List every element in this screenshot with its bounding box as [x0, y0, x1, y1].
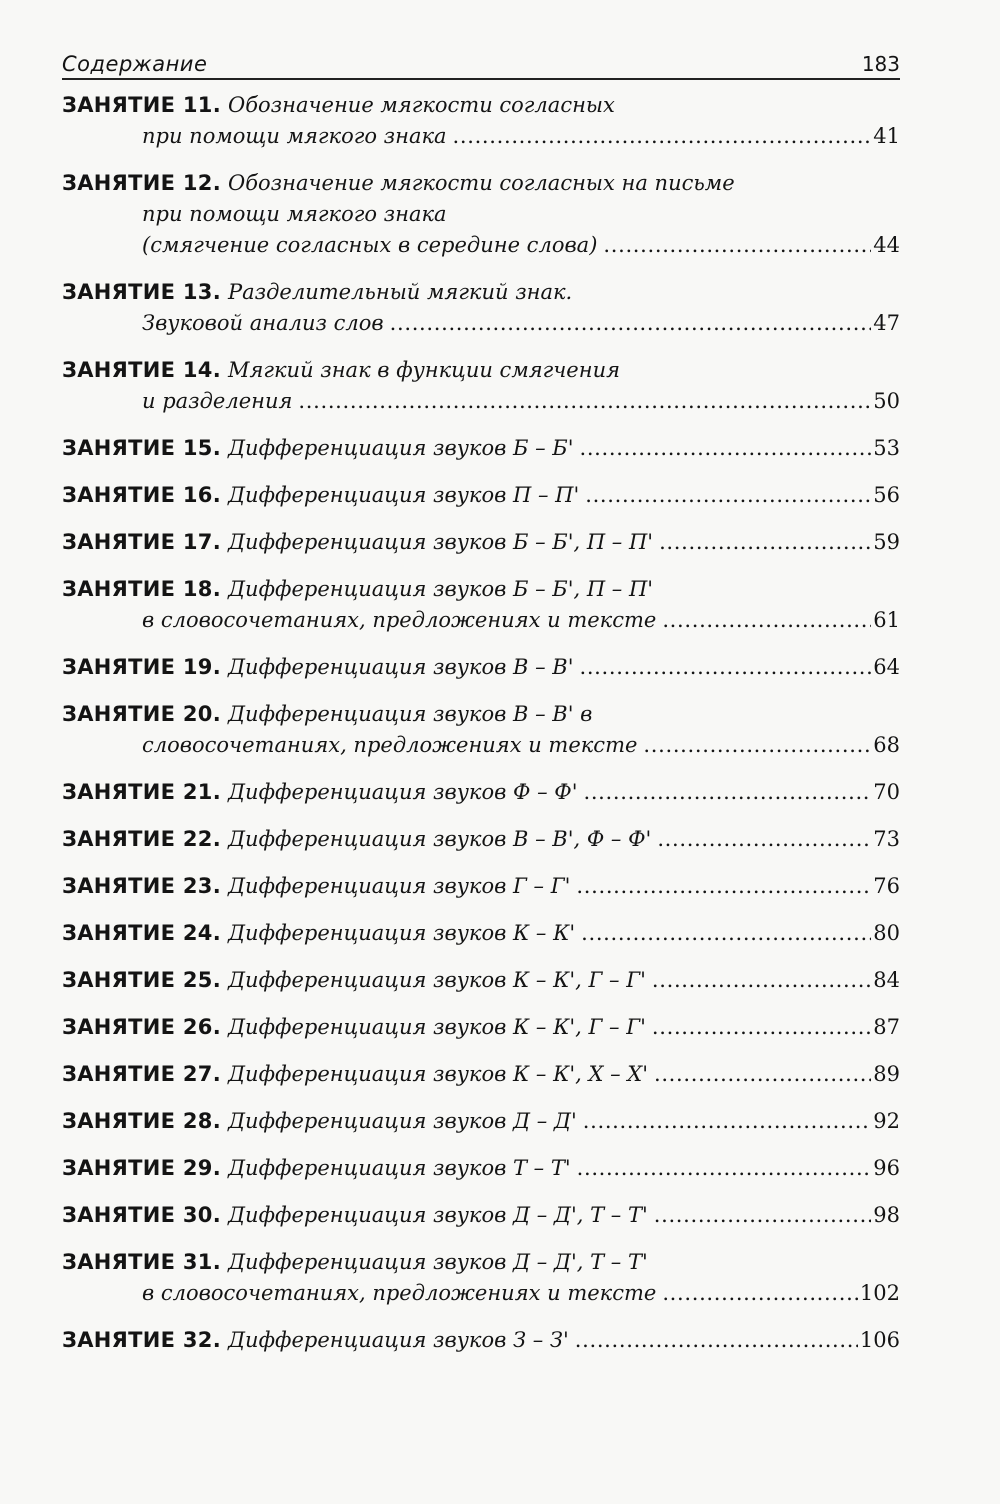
dot-leader: [643, 730, 871, 761]
lesson-title: Дифференциация звуков К – К', Х – Х': [227, 1062, 648, 1086]
dot-leader: [579, 433, 871, 464]
dot-leader: [453, 121, 872, 152]
toc-entry: [62, 433, 900, 464]
table-of-contents: [62, 90, 900, 1356]
toc-line: [62, 168, 900, 199]
lesson-title: Обозначение мягкости согласных на письме: [227, 171, 735, 195]
toc-line: [62, 433, 900, 464]
toc-line: [62, 199, 900, 230]
lesson-title: Мягкий знак в функции смягчения: [227, 358, 621, 382]
lesson-title: в словосочетаниях, предложениях и тексте: [142, 1281, 657, 1305]
dot-leader: [662, 1278, 858, 1309]
toc-line: [62, 918, 900, 949]
toc-line: [62, 1106, 900, 1137]
toc-line: [62, 777, 900, 808]
toc-entry: [62, 871, 900, 902]
toc-entry: [62, 1106, 900, 1137]
lesson-label: ЗАНЯТИЕ 12.: [62, 171, 221, 195]
toc-line: [62, 871, 900, 902]
dot-leader: [575, 1325, 858, 1356]
dot-leader: [390, 308, 872, 339]
lesson-title: Дифференциация звуков Г – Г': [227, 874, 571, 898]
toc-page-number: 41: [873, 124, 900, 148]
lesson-title: Дифференциация звуков В – В': [227, 655, 574, 679]
toc-line: [62, 386, 900, 417]
toc-line: [62, 355, 900, 386]
toc-line: [62, 652, 900, 683]
dot-leader: [652, 965, 871, 996]
toc-entry: [62, 699, 900, 761]
lesson-label: ЗАНЯТИЕ 31.: [62, 1250, 221, 1274]
lesson-title: Дифференциация звуков К – К', Г – Г': [227, 968, 646, 992]
lesson-label: ЗАНЯТИЕ 16.: [62, 483, 221, 507]
toc-page-number: 84: [873, 968, 900, 992]
toc-page-number: 70: [873, 780, 900, 804]
toc-line: [62, 527, 900, 558]
toc-page-number: 106: [859, 1328, 900, 1352]
lesson-title: Дифференциация звуков К – К', Г – Г': [227, 1015, 646, 1039]
book-page: [62, 40, 900, 1372]
page-number: 183: [861, 52, 900, 76]
toc-entry: [62, 965, 900, 996]
lesson-label: ЗАНЯТИЕ 30.: [62, 1203, 221, 1227]
toc-line: [62, 699, 900, 730]
toc-page-number: 68: [873, 733, 900, 757]
dot-leader: [581, 918, 871, 949]
lesson-title: Дифференциация звуков Б – Б', П – П': [227, 530, 654, 554]
dot-leader: [603, 230, 871, 261]
lesson-label: ЗАНЯТИЕ 11.: [62, 93, 221, 117]
dot-leader: [576, 871, 871, 902]
lesson-title: Дифференциация звуков Б – Б': [227, 436, 574, 460]
lesson-label: ЗАНЯТИЕ 28.: [62, 1109, 221, 1133]
toc-line: [62, 1153, 900, 1184]
running-header: [62, 40, 900, 80]
toc-line: [62, 277, 900, 308]
dot-leader: [583, 1106, 872, 1137]
lesson-label: ЗАНЯТИЕ 23.: [62, 874, 221, 898]
lesson-title: Дифференциация звуков Д – Д', Т – Т': [227, 1203, 648, 1227]
toc-entry: [62, 777, 900, 808]
toc-line: [62, 574, 900, 605]
lesson-label: ЗАНЯТИЕ 13.: [62, 280, 221, 304]
toc-line: [62, 1278, 900, 1309]
toc-page-number: 64: [873, 655, 900, 679]
toc-page-number: 80: [873, 921, 900, 945]
lesson-title: и разделения: [142, 389, 293, 413]
toc-line: [62, 90, 900, 121]
toc-page-number: 56: [873, 483, 900, 507]
toc-line: [62, 1325, 900, 1356]
toc-line: [62, 121, 900, 152]
toc-entry: [62, 652, 900, 683]
lesson-label: ЗАНЯТИЕ 27.: [62, 1062, 221, 1086]
toc-page-number: 50: [873, 389, 900, 413]
toc-page-number: 47: [873, 311, 900, 335]
toc-page-number: 59: [873, 530, 900, 554]
toc-entry: [62, 1153, 900, 1184]
toc-line: [62, 308, 900, 339]
toc-line: [62, 1059, 900, 1090]
lesson-title: Дифференциация звуков К – К': [227, 921, 576, 945]
toc-line: [62, 1012, 900, 1043]
toc-entry: [62, 1012, 900, 1043]
lesson-label: ЗАНЯТИЕ 19.: [62, 655, 221, 679]
toc-entry: [62, 574, 900, 636]
toc-entry: [62, 918, 900, 949]
running-title: Содержание: [62, 52, 208, 76]
toc-entry: [62, 480, 900, 511]
toc-entry: [62, 1059, 900, 1090]
toc-entry: [62, 277, 900, 339]
toc-page-number: 87: [873, 1015, 900, 1039]
lesson-title: в словосочетаниях, предложениях и тексте: [142, 608, 657, 632]
toc-page-number: 61: [873, 608, 900, 632]
lesson-title: Дифференциация звуков В – В', Ф – Ф': [227, 827, 652, 851]
lesson-label: ЗАНЯТИЕ 20.: [62, 702, 221, 726]
toc-page-number: 44: [873, 233, 900, 257]
lesson-label: ЗАНЯТИЕ 15.: [62, 436, 221, 460]
dot-leader: [659, 527, 871, 558]
lesson-title: Разделительный мягкий знак.: [227, 280, 573, 304]
lesson-title: (смягчение согласных в середине слова): [142, 233, 598, 257]
lesson-title: Звуковой анализ слов: [142, 311, 384, 335]
lesson-label: ЗАНЯТИЕ 17.: [62, 530, 221, 554]
dot-leader: [652, 1012, 871, 1043]
lesson-title: Дифференциация звуков П – П': [227, 483, 580, 507]
toc-page-number: 89: [873, 1062, 900, 1086]
toc-entry: [62, 1200, 900, 1231]
toc-page-number: 53: [873, 436, 900, 460]
lesson-label: ЗАНЯТИЕ 29.: [62, 1156, 221, 1180]
lesson-title: Дифференциация звуков Д – Д': [227, 1109, 577, 1133]
toc-line: [62, 1247, 900, 1278]
dot-leader: [654, 1200, 872, 1231]
lesson-label: ЗАНЯТИЕ 21.: [62, 780, 221, 804]
lesson-label: ЗАНЯТИЕ 24.: [62, 921, 221, 945]
lesson-title: при помощи мягкого знака: [142, 124, 447, 148]
toc-entry: [62, 1325, 900, 1356]
dot-leader: [657, 824, 871, 855]
toc-page-number: 76: [873, 874, 900, 898]
lesson-label: ЗАНЯТИЕ 22.: [62, 827, 221, 851]
toc-entry: [62, 355, 900, 417]
toc-entry: [62, 824, 900, 855]
toc-line: [62, 605, 900, 636]
toc-page-number: 102: [859, 1281, 900, 1305]
toc-entry: [62, 1247, 900, 1309]
toc-page-number: 98: [873, 1203, 900, 1227]
dot-leader: [577, 1153, 872, 1184]
lesson-label: ЗАНЯТИЕ 25.: [62, 968, 221, 992]
lesson-title: Дифференциация звуков В – В' в: [227, 702, 593, 726]
lesson-label: ЗАНЯТИЕ 32.: [62, 1328, 221, 1352]
lesson-title: Дифференциация звуков Т – Т': [227, 1156, 571, 1180]
toc-page-number: 73: [873, 827, 900, 851]
lesson-title: при помощи мягкого знака: [142, 202, 447, 226]
lesson-title: Обозначение мягкости согласных: [227, 93, 615, 117]
dot-leader: [654, 1059, 871, 1090]
toc-line: [62, 730, 900, 761]
toc-entry: [62, 168, 900, 261]
lesson-label: ЗАНЯТИЕ 26.: [62, 1015, 221, 1039]
toc-line: [62, 1200, 900, 1231]
dot-leader: [579, 652, 871, 683]
dot-leader: [585, 480, 871, 511]
lesson-label: ЗАНЯТИЕ 14.: [62, 358, 221, 382]
lesson-title: Дифференциация звуков Б – Б', П – П': [227, 577, 654, 601]
lesson-label: ЗАНЯТИЕ 18.: [62, 577, 221, 601]
toc-entry: [62, 527, 900, 558]
lesson-title: Дифференциация звуков Д – Д', Т – Т': [227, 1250, 648, 1274]
toc-page-number: 92: [873, 1109, 900, 1133]
toc-line: [62, 230, 900, 261]
toc-line: [62, 965, 900, 996]
lesson-title: Дифференциация звуков Ф – Ф': [227, 780, 578, 804]
lesson-title: Дифференциация звуков З – З': [227, 1328, 569, 1352]
toc-entry: [62, 90, 900, 152]
lesson-title: словосочетаниях, предложениях и тексте: [142, 733, 638, 757]
toc-line: [62, 480, 900, 511]
toc-page-number: 96: [873, 1156, 900, 1180]
dot-leader: [298, 386, 871, 417]
dot-leader: [662, 605, 871, 636]
dot-leader: [583, 777, 871, 808]
toc-line: [62, 824, 900, 855]
